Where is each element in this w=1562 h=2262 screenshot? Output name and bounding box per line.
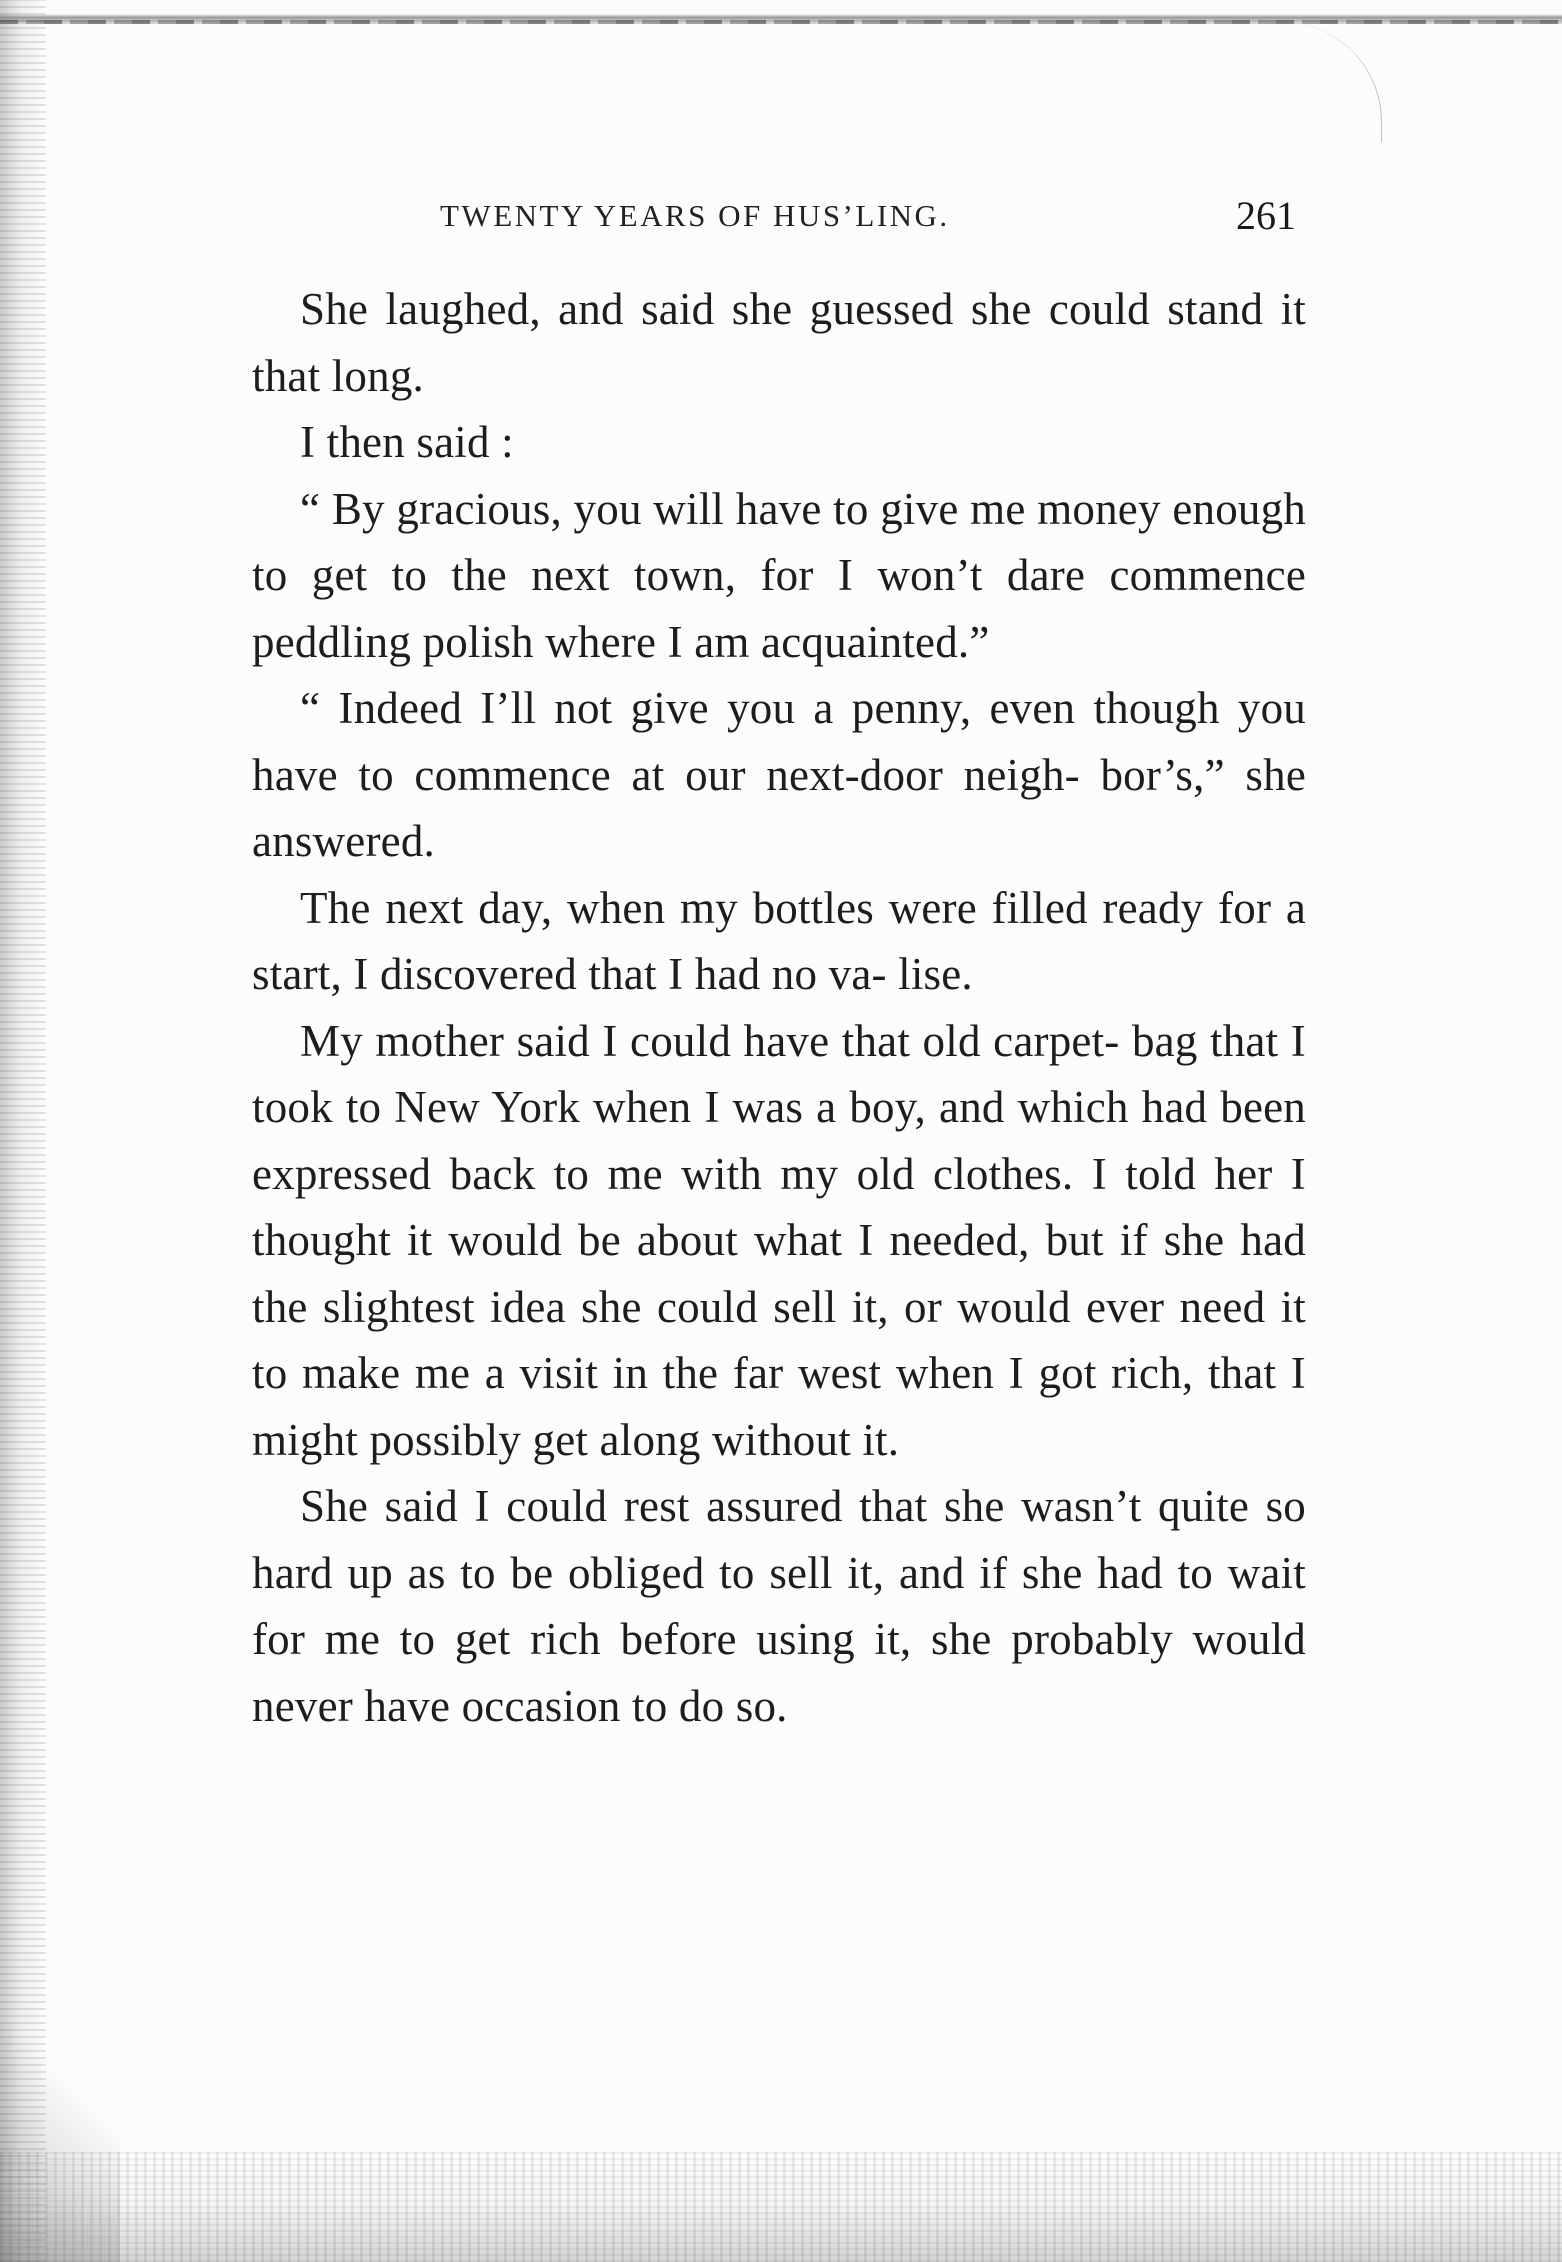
scan-corner-shadow	[0, 2022, 120, 2262]
scan-bottom-edge	[0, 2152, 1562, 2262]
paragraph: My mother said I could have that old carpet- bag that I took to New York when I was a boy, and which had been expressed back to me with my old clothes. I told her I thought it would be about what I needed, but if she had the slightest idea she could sell it, or would ever need it to make me a visit in the far west when I got rich, that I might possibly get along without it.	[252, 1015, 1306, 1465]
paragraph: “ By gracious, you will have to give me money enough to get to the next town, for I won’t dare commence peddling polish where I am acquainted.”	[252, 483, 1306, 667]
paragraph: “ Indeed I’ll not give you a penny, even though you have to commence at our next-door neigh- bor’s,” she answered.	[252, 683, 1306, 866]
running-head	[440, 193, 1310, 248]
paragraph: She said I could rest assured that she wasn’t quite so hard up as to be obliged to sell it, and if she had to wait for me to get rich before using it, she probably would never have occasion to do so.	[252, 1481, 1306, 1731]
paragraph: The next day, when my bottles were filled ready for a start, I discovered that I had no va- lise.	[252, 882, 1306, 999]
page-curl-line	[1261, 22, 1382, 142]
body-text	[252, 276, 1306, 1739]
scan-left-edge	[0, 0, 46, 2262]
paragraph: She laughed, and said she guessed she could stand it that long.	[252, 284, 1306, 401]
page-number: 261	[1236, 193, 1296, 238]
paragraph: I then said :	[300, 417, 514, 467]
running-title: TWENTY YEARS OF HUS’LING.	[440, 198, 950, 233]
scan-top-edge-texture	[0, 20, 1562, 24]
